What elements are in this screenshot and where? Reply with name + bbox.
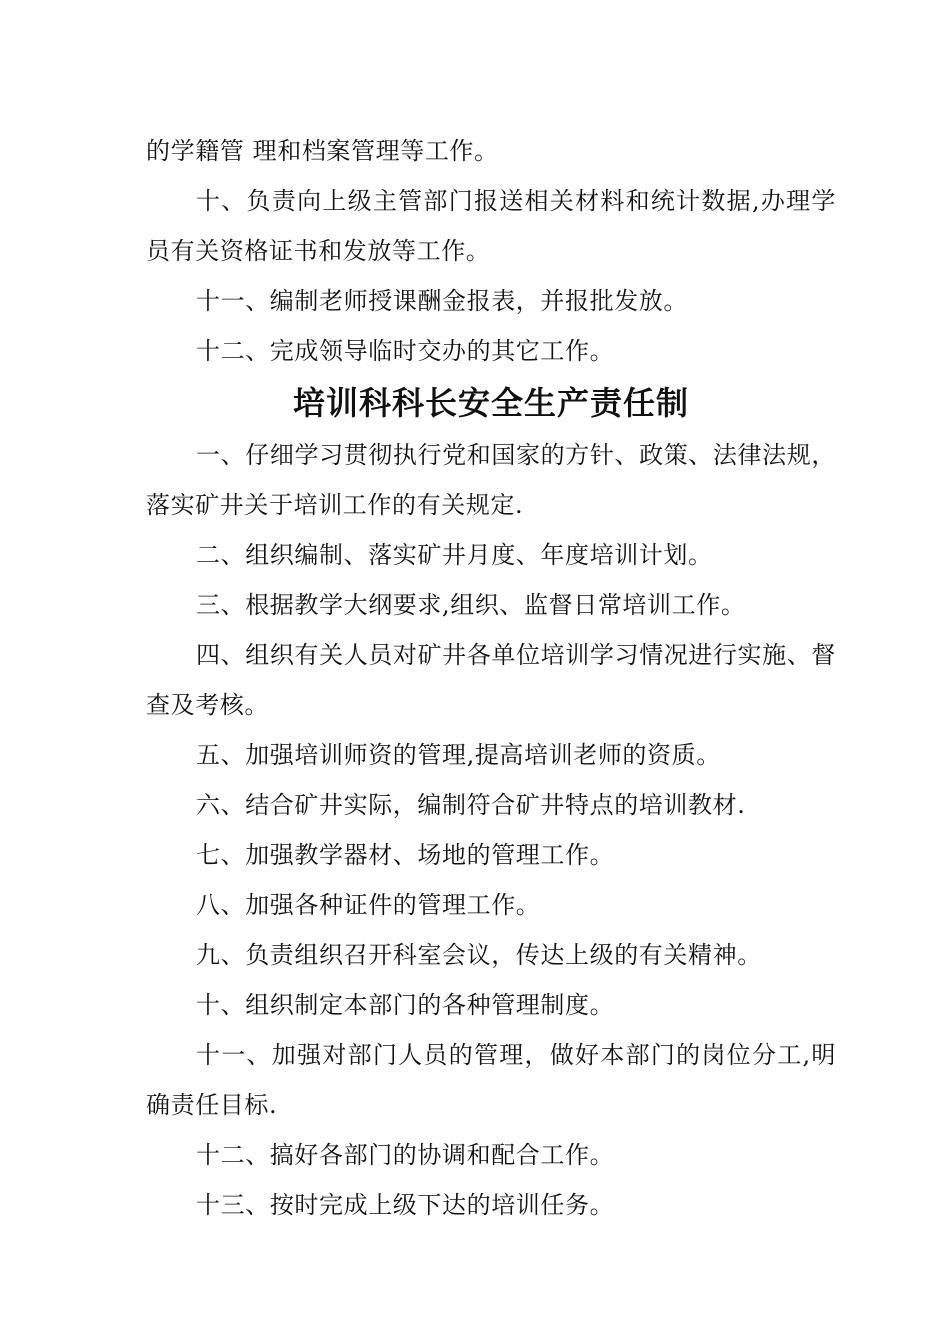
responsibility-item: 四、组织有关人员对矿井各单位培训学习情况进行实施、督查及考核。 — [146, 641, 836, 719]
responsibility-item: 十三、按时完成上级下达的培训任务。 — [196, 1191, 615, 1219]
responsibility-item: 三、根据教学大纲要求,组织、监督日常培训工作。 — [196, 591, 746, 619]
responsibility-item: 七、加强教学器材、场地的管理工作。 — [196, 841, 615, 869]
responsibility-item: 八、加强各种证件的管理工作。 — [196, 891, 541, 919]
responsibility-item: 十二、搞好各部门的协调和配合工作。 — [196, 1141, 615, 1169]
section-title: 培训科科长安全生产责任制 — [292, 384, 689, 422]
responsibility-item: 一、仔细学习贯彻执行党和国家的方针、政策、法律法规，落实矿井关于培训工作的有关规定. — [146, 441, 836, 519]
responsibility-item: 二、组织编制、落实矿井月度、年度培训计划。 — [196, 541, 713, 569]
responsibility-item: 十、组织制定本部门的各种管理制度。 — [196, 991, 615, 1019]
responsibility-item: 九、负责组织召开科室会议，传达上级的有关精神。 — [196, 941, 762, 969]
document-content — [146, 126, 836, 1230]
responsibility-item: 十一、加强对部门人员的管理，做好本部门的岗位分工,明确责任目标. — [146, 1041, 836, 1119]
paragraph-item-11: 十一、编制老师授课酬金报表，并报批发放。 — [196, 287, 688, 315]
responsibility-item: 五、加强培训师资的管理,提高培训老师的资质。 — [196, 741, 721, 769]
responsibility-item: 六、结合矿井实际，编制符合矿井特点的培训教材. — [196, 791, 746, 819]
paragraph-continued: 的学籍管 理和档案管理等工作。 — [146, 137, 499, 165]
paragraph-item-10: 十、负责向上级主管部门报送相关材料和统计数据,办理学员有关资格证书和发放等工作。 — [146, 187, 836, 265]
paragraph-item-12: 十二、完成领导临时交办的其它工作。 — [196, 337, 615, 365]
